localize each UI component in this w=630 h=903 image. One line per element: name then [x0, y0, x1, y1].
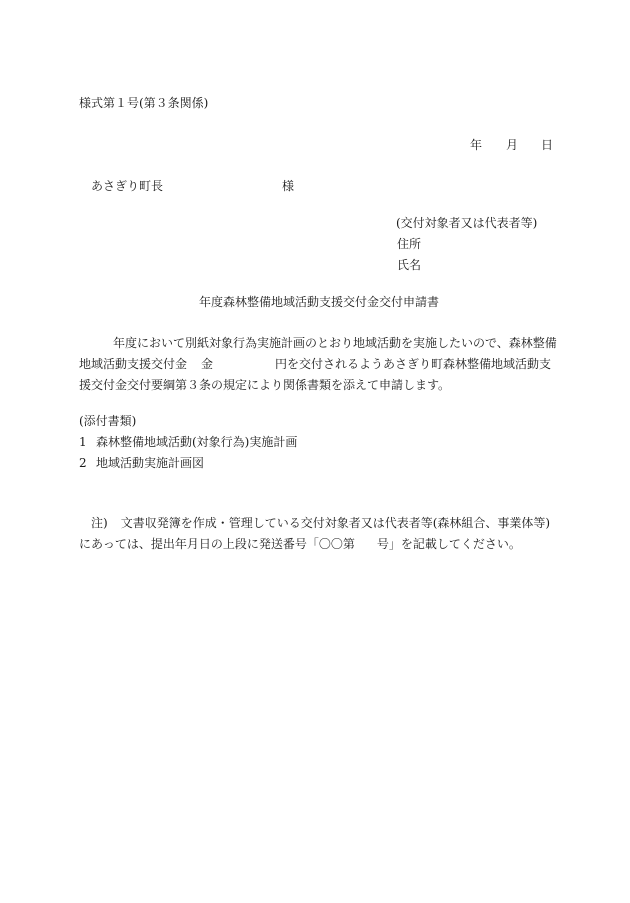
body-amount-prefix: 金 [201, 357, 214, 371]
attachment-number: 2 [79, 456, 87, 470]
date-day-label: 日 [541, 138, 554, 152]
applicant-name-label: 氏名 [397, 258, 422, 272]
note-line-2-text-a: にあっては、提出年月日の上段に発送番号「〇〇第 [79, 537, 355, 551]
addressee-name: あさぎり町長 [91, 179, 164, 193]
date-month-label: 月 [506, 138, 519, 152]
attachment-item [79, 455, 204, 471]
note-line-2 [79, 536, 521, 552]
note-line-2-text-b: 号」を記載してください。 [376, 537, 521, 551]
attachment-number: 1 [79, 435, 87, 449]
body-line-3: 援交付金交付要綱第３条の規定により関係書類を添えて申請します。 [79, 378, 451, 392]
body-line-2 [79, 354, 554, 375]
attachment-item [79, 434, 297, 450]
attachment-text: 森林整備地域活動(対象行為)実施計画 [96, 435, 298, 449]
document-title: 年度森林整備地域活動支援交付金交付申請書 [199, 295, 440, 309]
submission-date [470, 137, 554, 153]
body-line-1 [79, 333, 557, 354]
addressee-honorific: 様 [282, 179, 295, 193]
date-year-label: 年 [470, 138, 483, 152]
note-line-1-text: 文書収発簿を作成・管理している交付対象者又は代表者等(森林組合、事業体等) [120, 516, 551, 530]
applicant-role: (交付対象者又は代表者等) [396, 216, 538, 230]
attachment-text: 地域活動実施計画図 [96, 456, 205, 470]
body-line-1-text: 年度において別紙対象行為実施計画のとおり地域活動を実施したいので、森林整備 [113, 336, 557, 350]
note-line-1 [91, 515, 550, 531]
applicant-address-label: 住所 [397, 237, 422, 251]
application-body [79, 333, 557, 396]
form-number: 様式第１号(第３条関係) [79, 96, 209, 110]
note-label: 注) [91, 516, 108, 530]
body-grant-name: 地域活動支援交付金 [79, 357, 188, 371]
attachments-heading: (添付書類) [79, 414, 137, 428]
body-line-2-text: 円を交付されるようあさぎり町森林整備地域活動支 [275, 357, 552, 371]
